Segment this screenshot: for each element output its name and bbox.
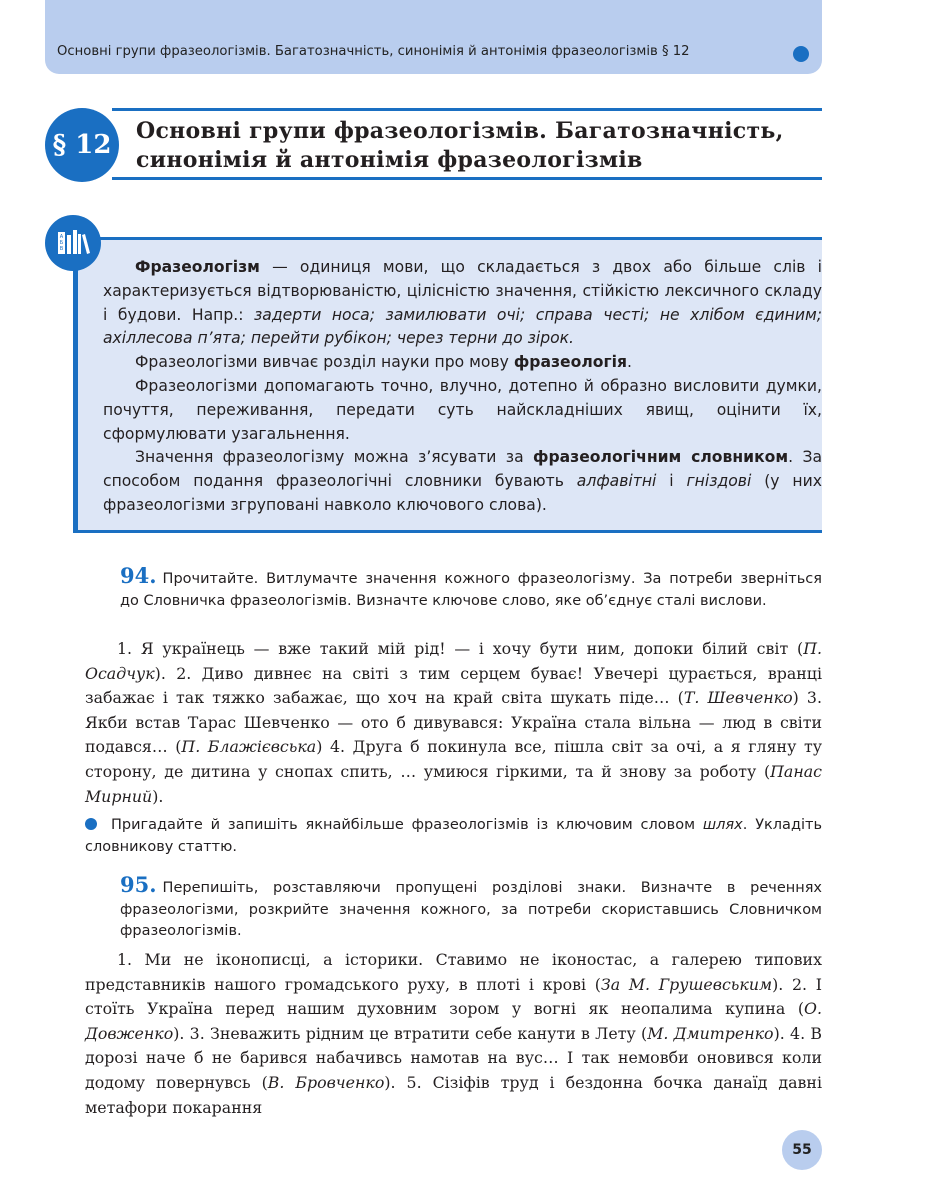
task-94-text: 1. Я українець — вже такий мій рід! — і хочу бути ним, допоки білий світ (П. Осадчук). 2. Диво дивнеє на світі з тим серцем буває! Увечері цурається, вранці забажає і так тяжко забажає, що хоч на край світа шукать піде… (Т. Шевченко) 3. Якби встав Тарас Шевченко — ото б дивувався: Україна стала вільна — люд в світи подався… (П. Блажієвська) 4. Друга б покинула все, пішла світ за очі, а я гляну ту сторону, де дитина у снопах спить, … умиюся гіркими, та й знову за роботу (Панас Мирний). — [85, 639, 822, 806]
task-number: 95. — [120, 872, 157, 897]
task-95-text: 1. Ми не іконописці, а історики. Ставимо не іконостас, а галерею типових представників нашого громадського руху, в плоті і крові (За М. Грушевським). 2. І стоїть Україна перед нашим духовним зором у вогні як неопалима купина (О. Довженко). 3. Зневажить рідним це втратити себе канути в Лету (М. Дмитренко). 4. В дорозі наче б не барився набачивсь намотав на вус… І так немовби оновився коли додому повернувсь (В. Бровченко). 5. Сізіфів труд і бездонна бочка данаїд давні метафори покарання — [85, 950, 823, 1117]
task-94-instruction: 94. Прочитайте. Витлумачте значення кожного фразеологізму. За потреби зверніться до Словничка фразеологізмів. Визначте ключове слово, яке об’єднує сталі вислови. — [120, 563, 822, 609]
definition-text — [103, 256, 822, 518]
header-dot-icon — [793, 46, 809, 62]
definition-paragraph: Фразеологізм — одиниця мови, що складається з двох або більше слів і характеризується відтворюваністю, цілісністю значення, стійкістю лексичного складу і будови. Напр.: задерти носа; замилювати очі; справа честі; не хлібом єдиним; ахіллесова п’ята; перейти рубікон; через терни до зірок. — [103, 258, 822, 348]
section-rule-top — [112, 108, 822, 111]
task-94-bullet: Пригадайте й запишіть якнайбільше фразеологізмів із ключовим словом шлях. Укладіть словникову статтю. — [85, 817, 822, 855]
definition-paragraph: Фразеологізми вивчає розділ науки про мову фразеологія. — [135, 353, 632, 372]
section-rule-bottom — [112, 177, 822, 180]
running-title: Основні групи фразеологізмів. Багатозначність, синонімія й антонімія фразеологізмів § 12 — [57, 44, 690, 59]
definition-paragraph: Фразеологізми допомагають точно, влучно, дотепно й образно висловити думки, почуття, переживання, передати суть найскладніших явищ, оцінити їх, сформулювати узагальнення. — [103, 376, 822, 443]
task-number: 94. — [120, 563, 157, 588]
bullet-dot-icon — [85, 818, 97, 830]
svg-text:А: А — [59, 234, 64, 240]
page-number: 55 — [782, 1130, 822, 1170]
svg-text:В: В — [59, 246, 64, 252]
section-badge: § 12 — [45, 108, 119, 182]
section-title: Основні групи фразеологізмів. Багатозначність, синонімія й антонімія фразеологізмів — [136, 118, 784, 173]
task-95-instruction: 95. Перепишіть, розставляючи пропущені розділові знаки. Визначте в реченнях фразеологізми, розкрийте значення кожного, за потреби скориставшись Словничком фразеологізмів. — [120, 872, 822, 939]
definition-paragraph: Значення фразеологізму можна з’ясувати за фразеологічним словником. За способом подання фразеологічні словники бувають алфавітні і гніздові (у них фразеологізми згруповані навколо ключового слова). — [103, 448, 822, 514]
books-icon — [45, 215, 101, 271]
svg-text:Б: Б — [59, 240, 64, 246]
running-header — [45, 0, 822, 74]
